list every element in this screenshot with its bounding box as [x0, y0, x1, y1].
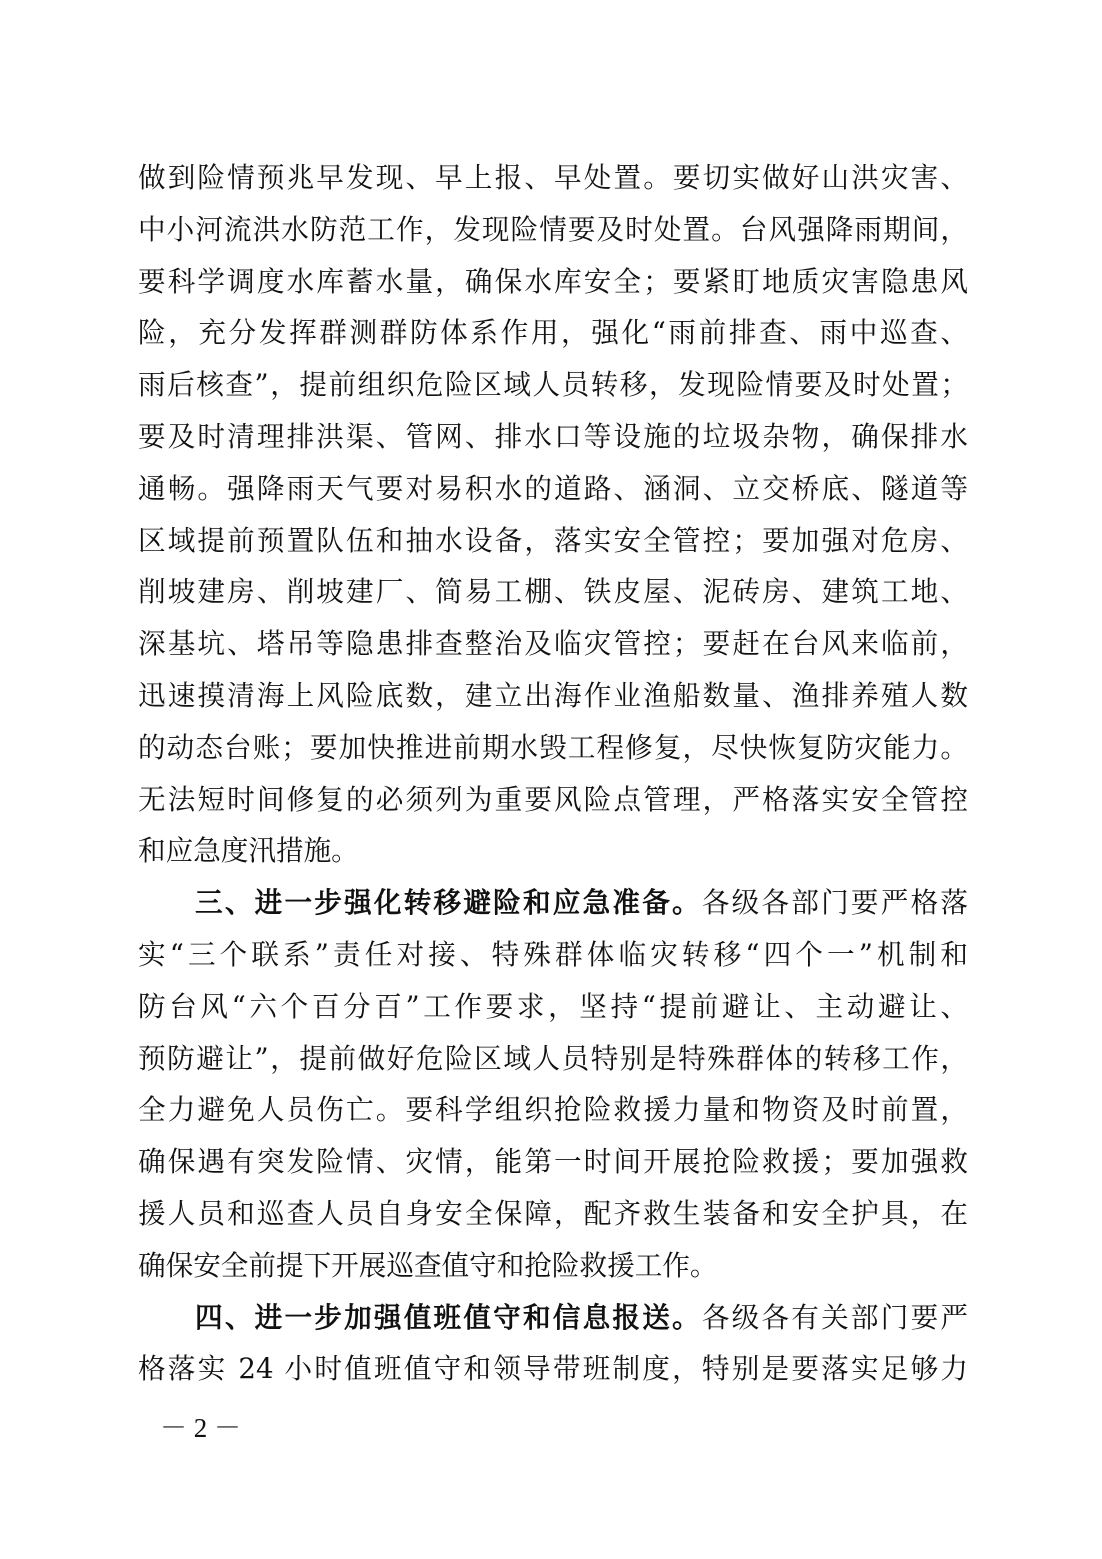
- paragraph-3-first-line-text: 各级各有关部门要严: [701, 1300, 968, 1334]
- paragraph-1-line: 和应急度汛措施。: [138, 834, 359, 868]
- paragraph-2-first-line: [138, 877, 968, 929]
- paragraph-1-line: 深基坑、塔吊等隐患排查整治及临灾管控；要赶在台风来临前，: [138, 627, 968, 661]
- paragraph-1-line: 区域提前预置队伍和抽水设备，落实安全管控；要加强对危房、: [138, 523, 968, 557]
- paragraph-1-line: 削坡建房、削坡建厂、简易工棚、铁皮屋、泥砖房、建筑工地、: [138, 575, 968, 609]
- section-3-heading: 三、进一步强化转移避险和应急准备。: [195, 886, 702, 920]
- paragraph-2-line: 全力避免人员伤亡。要科学组织抢险救援力量和物资及时前置，: [138, 1093, 968, 1127]
- paragraph-2-line: 援人员和巡查人员自身安全保障，配齐救生装备和安全护具，在: [138, 1196, 968, 1230]
- paragraph-1-line: 通畅。强降雨天气要对易积水的道路、涵洞、立交桥底、隧道等: [138, 471, 968, 505]
- paragraph-2-line: 确保遇有突发险情、灾情，能第一时间开展抢险救援；要加强救: [138, 1145, 968, 1179]
- paragraph-2-line: 确保安全前提下开展巡查值守和抢险救援工作。: [138, 1248, 718, 1282]
- paragraph-1-line: 无法短时间修复的必须列为重要风险点管理，严格落实安全管控: [138, 782, 968, 816]
- paragraph-3-line: 格落实 24 小时值班值守和领导带班制度，特别是要落实足够力: [138, 1352, 968, 1386]
- paragraph-1-line: 迅速摸清海上风险底数，建立出海作业渔船数量、渔排养殖人数: [138, 678, 968, 712]
- paragraph-2-first-line-text: 各级各部门要严格落: [701, 886, 968, 920]
- paragraph-1-line: 要及时清理排洪渠、管网、排水口等设施的垃圾杂物，确保排水: [138, 419, 968, 453]
- paragraph-2-line: 预防避让”，提前做好危险区域人员特别是特殊群体的转移工作，: [138, 1041, 968, 1075]
- paragraph-1-line: 的动态台账；要加快推进前期水毁工程修复，尽快恢复防灾能力。: [138, 730, 968, 764]
- section-4-heading: 四、进一步加强值班值守和信息报送。: [195, 1300, 702, 1334]
- paragraph-1-line: 雨后核查”，提前组织危险区域人员转移，发现险情要及时处置；: [138, 368, 968, 402]
- paragraph-1-line: 险，充分发挥群测群防体系作用，强化“雨前排查、雨中巡查、: [138, 316, 968, 350]
- paragraph-3-first-line: [138, 1292, 968, 1344]
- body-text: [138, 152, 968, 1395]
- paragraph-2-line: 防台风“六个百分百”工作要求，坚持“提前避让、主动避让、: [138, 989, 968, 1023]
- paragraph-1-line: 中小河流洪水防范工作，发现险情要及时处置。台风强降雨期间，: [138, 212, 968, 246]
- page-number: － 2 －: [160, 1413, 241, 1443]
- paragraph-1-line: 做到险情预兆早发现、早上报、早处置。要切实做好山洪灾害、: [138, 161, 968, 194]
- paragraph-1-line: 要科学调度水库蓄水量，确保水库安全；要紧盯地质灾害隐患风: [138, 264, 968, 298]
- paragraph-2-line: 实“三个联系”责任对接、特殊群体临灾转移“四个一”机制和: [138, 937, 968, 971]
